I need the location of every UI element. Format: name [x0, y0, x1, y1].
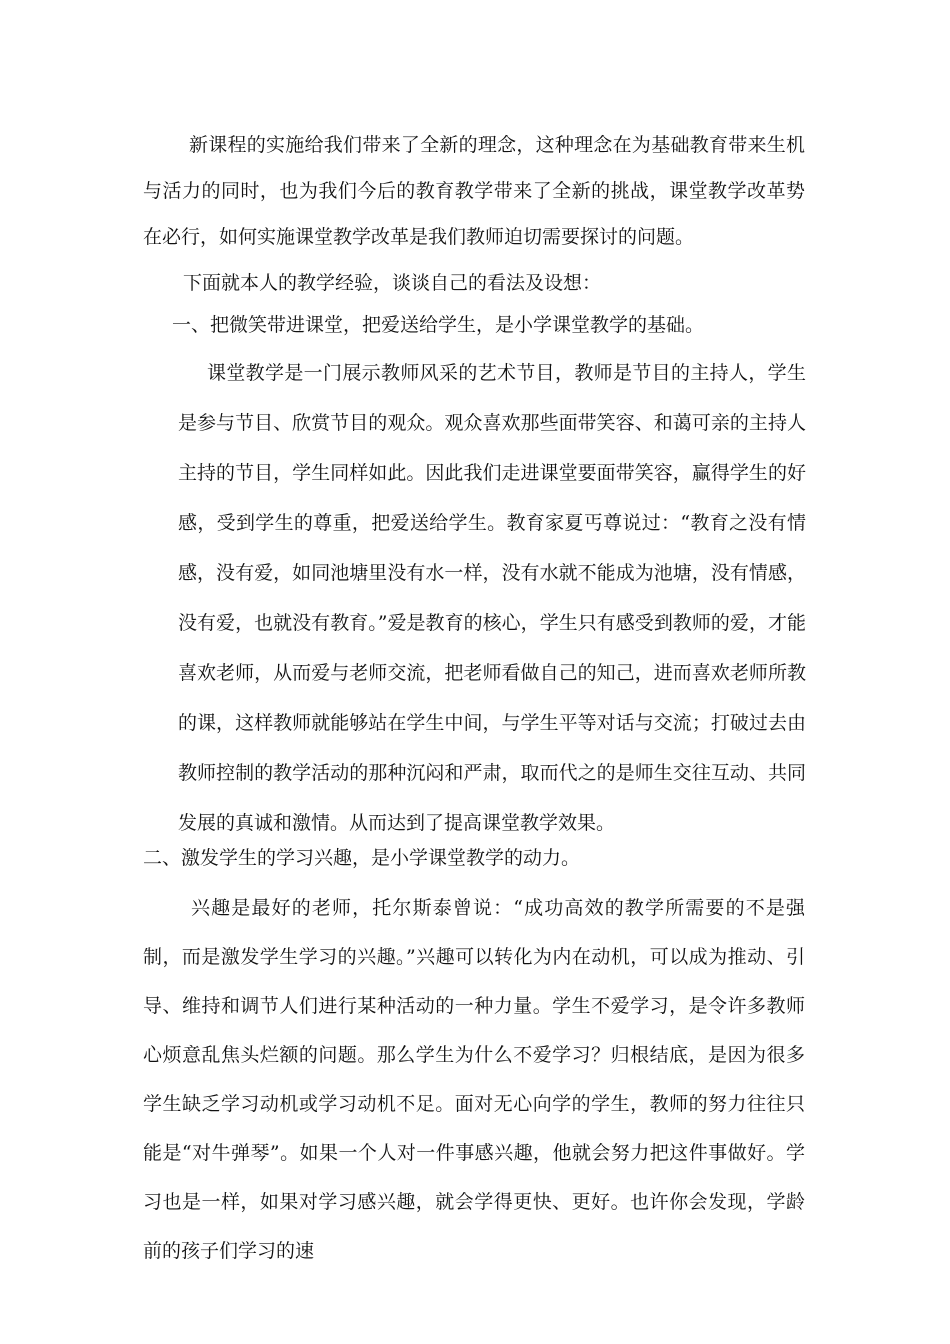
- section-heading-2: 二、激发学生的学习兴趣，是小学课堂教学的动力。: [143, 847, 581, 869]
- section-heading-1: 一、把微笑带进课堂，把爱送给学生，是小学课堂教学的基础。: [172, 314, 705, 336]
- section-2-body-paragraph: 兴趣是最好的老师，托尔斯泰曾说：“成功高效的教学所需要的不是强制，而是激发学生学习的兴趣。”兴趣可以转化为内在动机，可以成为推动、引导、维持和调节人们进行某种活动的一种力量。学生不爱学习，是令许多教师心烦意乱焦头烂额的问题。那么学生为什么不爱学习？归根结底，是因为很多学生缺乏学习动机或学习动机不足。面对无心向学的学生，教师的努力往往只能是“对牛弹琴”。如果一个人对一件事感兴趣，他就会努力把这件事做好。学习也是一样，如果对学习感兴趣，就会学得更快、更好。也许你会发现，学龄前的孩子们学习的速: [143, 897, 805, 1262]
- intro-paragraph: 新课程的实施给我们带来了全新的理念，这种理念在为基础教育带来生机与活力的同时，也为我们今后的教育教学带来了全新的挑战，课堂教学改革势在必行，如何实施课堂教学改革是我们教师迫切需要探讨的问题。: [143, 134, 805, 248]
- section-1-body-paragraph: 课堂教学是一门展示教师风采的艺术节目，教师是节目的主持人，学生是参与节目、欣赏节目的观众。观众喜欢那些面带笑容、和蔼可亲的主持人主持的节目，学生同样如此。因此我们走进课堂要面带笑容，赢得学生的好感，受到学生的尊重，把爱送给学生。教育家夏丐尊说过：“教育之没有情感，没有爱，如同池塘里没有水一样，没有水就不能成为池塘，没有情感，没有爱，也就没有教育。”爱是教育的核心，学生只有感受到教师的爱，才能喜欢老师，从而爱与老师交流，把老师看做自己的知己，进而喜欢老师所教的课，这样教师就能够站在学生中间，与学生平等对话与交流；打破过去由教师控制的教学活动的那种沉闷和严肃，取而代之的是师生交往互动、共同发展的真诚和激情。从而达到了提高课堂教学效果。: [178, 362, 806, 834]
- lead-in-paragraph: 下面就本人的教学经验，谈谈自己的看法及设想：: [183, 272, 602, 294]
